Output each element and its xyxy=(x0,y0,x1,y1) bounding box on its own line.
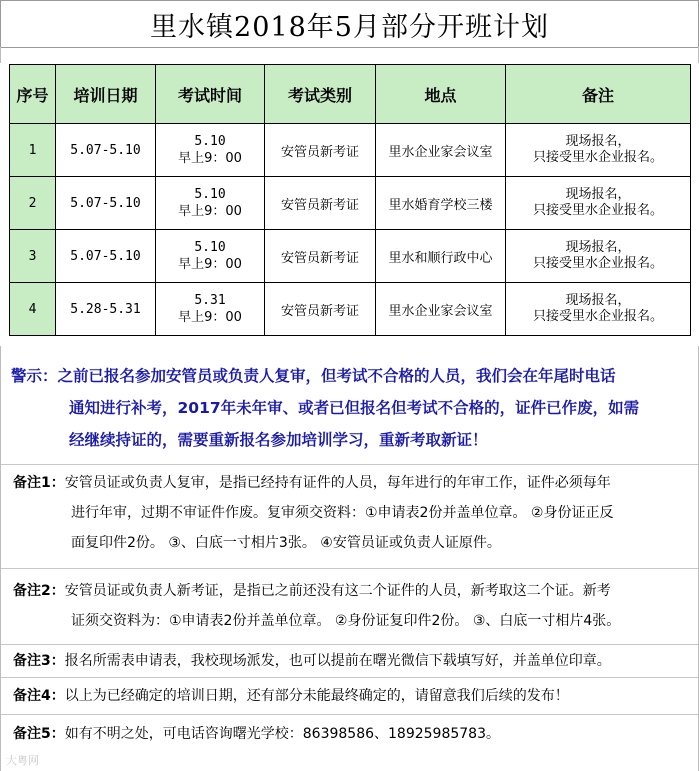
row-divider xyxy=(1,714,698,715)
table-header-row xyxy=(10,65,691,124)
remark-label: 备注4： xyxy=(13,688,65,704)
header-exam-category: 考试类别 xyxy=(265,65,376,124)
row-no: 4 xyxy=(10,283,56,336)
page-title: 里水镇2018年5月部分开班计划 xyxy=(0,0,699,48)
remark-text: 进行年审，过期不审证件作废。复审须交资料：①申请表2份并盖单位章。 ②身份证正反 xyxy=(71,505,614,521)
remark-text: 证须交资料为：①申请表2份并盖单位章。 ②身份证复印件2份。 ③、白底一寸相片4张。 xyxy=(71,613,621,629)
note-line-1: 现场报名， xyxy=(565,187,631,202)
remark-2 xyxy=(13,576,689,636)
table-row xyxy=(10,230,691,283)
exam-date: 5.10 xyxy=(194,187,226,202)
row-note xyxy=(506,177,691,230)
row-exam-time xyxy=(156,283,265,336)
remark-text: 安管员证或负责人新考证，是指已之前还没有这二个证件的人员，新考取这二个证。新考 xyxy=(64,583,611,599)
note-line-2: 只接受里水企业报名。 xyxy=(532,256,663,271)
row-no: 3 xyxy=(10,230,56,283)
row-training-date: 5.07-5.10 xyxy=(56,177,156,230)
exam-clock: 早上9：00 xyxy=(178,310,242,325)
note-line-1: 现场报名， xyxy=(565,293,631,308)
note-line-1: 现场报名， xyxy=(565,134,631,149)
warning-notice xyxy=(11,360,691,456)
row-divider xyxy=(1,464,698,465)
table-row xyxy=(10,124,691,177)
blank-row xyxy=(0,47,699,63)
row-location: 里水婚育学校三楼 xyxy=(376,177,506,230)
row-note xyxy=(506,230,691,283)
note-line-2: 只接受里水企业报名。 xyxy=(532,150,663,165)
row-category: 安管员新考证 xyxy=(265,283,376,336)
notes-section xyxy=(0,346,699,771)
row-divider xyxy=(1,644,698,645)
remark-3 xyxy=(13,646,689,676)
remark-text: 安管员证或负责人复审，是指已经持有证件的人员，每年进行的年审工作，证件必须每年 xyxy=(64,475,611,491)
row-exam-time xyxy=(156,177,265,230)
row-training-date: 5.07-5.10 xyxy=(56,230,156,283)
note-line-1: 现场报名， xyxy=(565,240,631,255)
remark-label: 备注3： xyxy=(13,653,65,669)
remark-label: 备注2： xyxy=(13,583,65,599)
row-divider xyxy=(1,568,698,569)
remark-text: 面复印件2份。 ③、白底一寸相片3张。 ④安管员证或负责人证原件。 xyxy=(71,535,501,551)
row-no: 1 xyxy=(10,124,56,177)
row-category: 安管员新考证 xyxy=(265,230,376,283)
row-location: 里水企业家会议室 xyxy=(376,283,506,336)
schedule-table xyxy=(9,64,691,336)
exam-date: 5.31 xyxy=(194,293,226,308)
watermark: 大粤网 xyxy=(6,754,39,767)
remark-4 xyxy=(13,681,689,711)
remark-text: 以上为已经确定的培训日期，还有部分未能最终确定的，请留意我们后续的发布！ xyxy=(64,688,569,704)
remark-1 xyxy=(13,468,689,558)
warning-line-3: 经继续持证的，需要重新报名参加培训学习，重新考取新证！ xyxy=(69,431,488,449)
exam-date: 5.10 xyxy=(194,240,226,255)
row-location: 里水和顺行政中心 xyxy=(376,230,506,283)
table-row xyxy=(10,177,691,230)
row-note xyxy=(506,283,691,336)
row-training-date: 5.07-5.10 xyxy=(56,124,156,177)
warning-line-1: 警示：之前已报名参加安管员或负责人复审，但考试不合格的人员，我们会在年尾时电话 xyxy=(11,367,616,385)
remark-label: 备注1： xyxy=(13,475,65,491)
row-category: 安管员新考证 xyxy=(265,124,376,177)
remark-text: 报名所需表申请表，我校现场派发，也可以提前在曙光微信下载填写好，并盖单位印章。 xyxy=(64,653,611,669)
note-line-2: 只接受里水企业报名。 xyxy=(532,309,663,324)
row-no: 2 xyxy=(10,177,56,230)
header-training-date: 培训日期 xyxy=(56,65,156,124)
remark-label: 备注5： xyxy=(13,726,65,742)
row-note xyxy=(506,124,691,177)
row-exam-time xyxy=(156,124,265,177)
row-category: 安管员新考证 xyxy=(265,177,376,230)
exam-clock: 早上9：00 xyxy=(178,151,242,166)
row-training-date: 5.28-5.31 xyxy=(56,283,156,336)
remark-text: 如有不明之处，可电话咨询曙光学校：86398586、18925985783。 xyxy=(64,726,500,742)
header-exam-time: 考试时间 xyxy=(156,65,265,124)
exam-date: 5.10 xyxy=(194,134,226,149)
table-row xyxy=(10,283,691,336)
row-exam-time xyxy=(156,230,265,283)
row-location: 里水企业家会议室 xyxy=(376,124,506,177)
note-line-2: 只接受里水企业报名。 xyxy=(532,203,663,218)
header-location: 地点 xyxy=(376,65,506,124)
row-divider xyxy=(1,677,698,678)
exam-clock: 早上9：00 xyxy=(178,257,242,272)
header-no: 序号 xyxy=(10,65,56,124)
warning-line-2: 通知进行补考，2017年未年审、或者已但报名但考试不合格的，证件已作废，如需 xyxy=(69,399,640,417)
exam-clock: 早上9：00 xyxy=(178,204,242,219)
header-remarks: 备注 xyxy=(506,65,691,124)
remark-5 xyxy=(13,719,689,749)
